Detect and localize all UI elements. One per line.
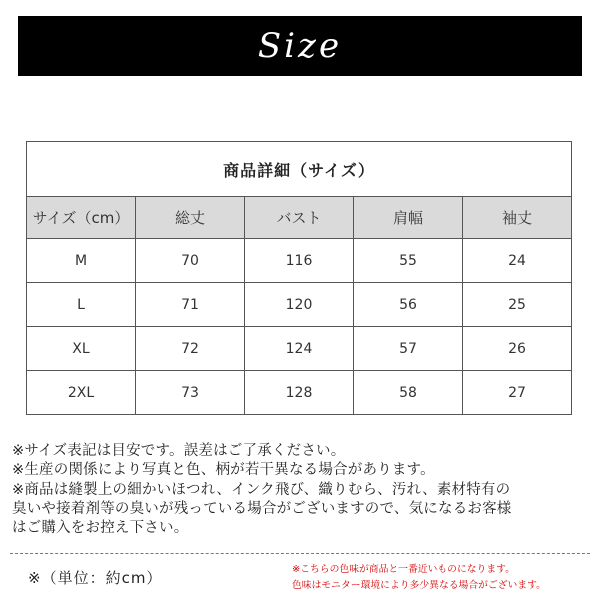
- table-row: [27, 371, 572, 415]
- cell-shoulder: 58: [354, 371, 463, 415]
- table-title-row: [27, 142, 572, 197]
- header-sleeve: 袖丈: [463, 197, 572, 239]
- cell-size: 2XL: [27, 371, 136, 415]
- cell-length: 71: [136, 283, 245, 327]
- note-line: ※商品は縫製上の細かいほつれ、インク飛び、織りむら、汚れ、素材特有の: [12, 481, 511, 498]
- cell-sleeve: 26: [463, 327, 572, 371]
- banner-title: Size: [257, 26, 343, 66]
- cell-sleeve: 27: [463, 371, 572, 415]
- cell-bust: 124: [245, 327, 354, 371]
- cell-length: 70: [136, 239, 245, 283]
- cell-shoulder: 56: [354, 283, 463, 327]
- cell-size: L: [27, 283, 136, 327]
- note-line: はご購入をお控え下さい。: [12, 520, 189, 537]
- cell-sleeve: 24: [463, 239, 572, 283]
- cell-bust: 116: [245, 239, 354, 283]
- table-row: [27, 239, 572, 283]
- cell-length: 72: [136, 327, 245, 371]
- cell-bust: 128: [245, 371, 354, 415]
- cell-shoulder: 55: [354, 239, 463, 283]
- note-line: ※サイズ表記は目安です。誤差はご了承ください。: [12, 443, 346, 459]
- dashed-divider: [10, 553, 590, 554]
- size-table: [26, 141, 572, 415]
- color-note-line: ※こちらの色味が商品と一番近いものになります。: [292, 564, 515, 575]
- cell-sleeve: 25: [463, 283, 572, 327]
- header-size: サイズ（cm）: [27, 197, 136, 239]
- header-bust: バスト: [245, 197, 354, 239]
- color-note-line: 色味はモニター環境により多少異なる場合がございます。: [292, 580, 546, 591]
- cell-shoulder: 57: [354, 327, 463, 371]
- header-shoulder: 肩幅: [354, 197, 463, 239]
- table-row: [27, 327, 572, 371]
- color-disclaimer: [292, 562, 592, 594]
- cell-length: 73: [136, 371, 245, 415]
- note-line: 臭いや接着剤等の臭いが残っている場合がございますので、気になるお客様: [12, 500, 512, 517]
- cell-size: M: [27, 239, 136, 283]
- table-title: 商品詳細（サイズ）: [27, 142, 572, 197]
- cell-bust: 120: [245, 283, 354, 327]
- header-length: 総丈: [136, 197, 245, 239]
- note-line: ※生産の関係により写真と色、柄が若干異なる場合があります。: [12, 462, 435, 479]
- notes-block: [12, 442, 592, 538]
- unit-label: ※（単位：約cm）: [28, 569, 163, 587]
- table-header-row: [27, 197, 572, 239]
- table-row: [27, 283, 572, 327]
- cell-size: XL: [27, 327, 136, 371]
- size-banner: [18, 16, 582, 76]
